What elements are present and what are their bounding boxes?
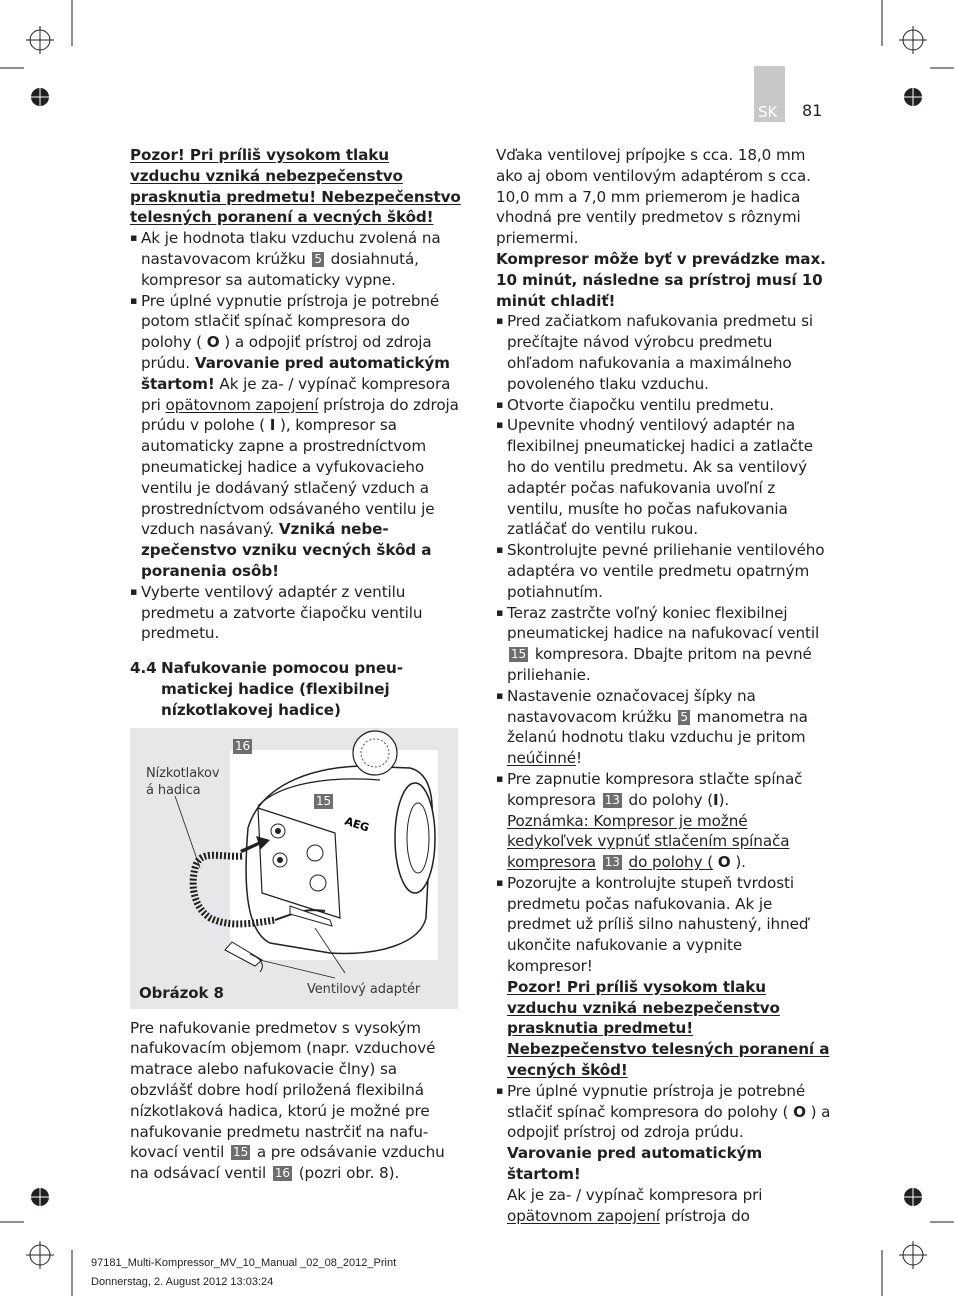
language-tab bbox=[754, 66, 785, 122]
registration-target-top-right bbox=[899, 26, 927, 54]
text: kompresora. Dbajte pritom na pevné priliehanie. bbox=[507, 645, 812, 684]
switch-symbol-off: O bbox=[793, 1102, 806, 1121]
text: Ak je hodnota tlaku vzduchu zvolená na nastavovacom krúžku bbox=[141, 229, 441, 268]
list-item bbox=[496, 603, 831, 686]
figure-caption: Obrázok 8 bbox=[139, 983, 224, 1002]
registration-dot-left-top bbox=[31, 88, 49, 106]
figure-8 bbox=[130, 728, 458, 1009]
page-number: 81 bbox=[802, 101, 823, 120]
ref-number: 15 bbox=[233, 1145, 249, 1160]
ref-number-15: 15 bbox=[316, 793, 332, 808]
text: Otvorte čiapočku ventilu predmetu. bbox=[507, 395, 774, 414]
label-adapter: Ventilový adaptér bbox=[307, 981, 421, 997]
text: Pre nafukovanie predmetov s vysokým nafukovacím objemom (napr. vzduchové matrace alebo nafukovacie člny) sa obzvlášť dobre hodí priložená flexibilná nízkotlaková hadica, ktorú je možné pre nafukovanie predmetu nastrčiť na nafu-kovací ventil bbox=[130, 1018, 436, 1162]
list-item bbox=[496, 1081, 831, 1227]
print-footer-line-1: 97181_Multi-Kompressor_MV_10_Manual _02_08_2012_Print bbox=[91, 1257, 397, 1269]
text: Pozorujte a kontrolujte stupeň tvrdosti predmetu počas nafukovania. Ak je predmet už príliš silno nahustený, ihneď ukončite nafukovanie a vypnite kompresor! bbox=[507, 873, 809, 976]
paragraph bbox=[130, 1018, 462, 1184]
bold-note: Kompresor môže byť v prevádzke max. 10 minút, následne sa prístroj musí 10 minút chladiť! bbox=[496, 249, 826, 310]
ref-number: 5 bbox=[680, 709, 688, 724]
text: ! bbox=[575, 749, 582, 768]
ref-number-16: 16 bbox=[235, 738, 251, 753]
text: ) a odpojiť prístroj od zdroja prúdu. bbox=[507, 1102, 831, 1142]
text: Pred začiatkom nafukovania predmetu si prečítajte návod výrobcu predmetu ohľadom nafukovania a maximálneho povoleného tlaku vzduchu. bbox=[507, 312, 814, 393]
list-item bbox=[496, 686, 831, 769]
brand-logo-text: AEG bbox=[343, 814, 371, 835]
registration-dot-right-bottom bbox=[904, 1188, 922, 1206]
left-column bbox=[130, 145, 462, 1184]
list-item bbox=[496, 395, 831, 416]
list-item bbox=[496, 540, 831, 602]
note-text: Poznámka: Kompresor je možné kedykoľvek vypnúť stlačením spínača kompresora bbox=[507, 811, 790, 872]
print-footer-line-2: Donnerstag, 2. August 2012 13:03:24 bbox=[91, 1276, 274, 1288]
text: a pre odsávanie vzduchu na odsávací ventil bbox=[130, 1143, 445, 1183]
underlined-text: neúčinné bbox=[507, 749, 576, 768]
list-item bbox=[130, 291, 462, 582]
text: prístroja do zdroja prúdu v polohe ( bbox=[141, 395, 459, 435]
right-bullet-list bbox=[496, 311, 831, 1226]
text: Ak je za- / vypínač kompresora pri bbox=[141, 374, 451, 414]
text: ). bbox=[718, 790, 730, 809]
text: ), kompresor sa automaticky zapne a prostredníctvom pneumatickej hadice a vyfukovacieho ventilu je dodávaný stlačený vzduch a prostredníctvom odsávaného ventilu je vzduch nasávaný. bbox=[141, 416, 435, 539]
text: prístroja do bbox=[664, 1206, 750, 1225]
ref-number: 13 bbox=[604, 855, 620, 870]
warning-text: Pozor! Pri príliš vysokom tlaku vzduchu vzniká nebezpečenstvo prasknutia predmetu! Nebezpečenstvo telesných poranení a vecných škôd! bbox=[507, 977, 830, 1080]
intro-paragraph: Vďaka ventilovej prípojke s cca. 18,0 mm ako aj obom ventilovým adaptérom s cca. 10,0 mm a 7,0 mm priemerom je hadica vhodná pre ventily predmetov s rôznymi priemermi. bbox=[496, 146, 811, 248]
switch-symbol-off: O bbox=[206, 333, 220, 352]
switch-symbol-off: O bbox=[717, 853, 731, 872]
text: Teraz zastrčte voľný koniec flexibilnej pneumatickej hadice na nafukovací ventil bbox=[507, 603, 820, 643]
text: Upevnite vhodný ventilový adaptér na flexibilnej pneumatickej hadici a zatlačte ho do ventilu predmetu. Ak sa ventilový adaptér počas nafukovania uvoľní z ventilu, musíte ho počas nafukovania zatláčať do ventilu rukou. bbox=[507, 416, 813, 539]
text: do polohy ( bbox=[628, 790, 714, 809]
text: ) a odpojiť prístroj od zdroja prúdu. bbox=[141, 333, 432, 372]
note-text: do polohy ( bbox=[628, 853, 714, 872]
ref-number: 5 bbox=[314, 251, 322, 266]
switch-symbol-on: I bbox=[269, 416, 276, 435]
text: Nastavenie označovacej šípky na nastavovacom krúžku bbox=[507, 686, 756, 726]
text: Ak je za- / vypínač kompresora pri bbox=[507, 1185, 763, 1204]
section-title: Nafukovanie pomocou pneu-matickej hadice (flexibilnej nízkotlakovej hadice) bbox=[161, 659, 403, 719]
list-item bbox=[496, 415, 831, 540]
list-item bbox=[496, 311, 831, 394]
warning-text: Varovanie pred automatickým štartom! bbox=[141, 353, 450, 393]
ref-number: 15 bbox=[511, 647, 527, 662]
section-number: 4.4 bbox=[130, 659, 157, 678]
text: ). bbox=[735, 853, 746, 872]
registration-dot-left-bottom bbox=[31, 1188, 49, 1206]
registration-target-bottom-right bbox=[899, 1241, 927, 1269]
list-item bbox=[130, 582, 462, 644]
text: Pre úplné vypnutie prístroja je potrebné stlačiť spínač kompresora do polohy ( bbox=[507, 1081, 806, 1121]
ref-number: 13 bbox=[604, 792, 620, 807]
text: Pre úplné vypnutie prístroja je potrebné potom stlačiť spínač kompresora do polohy ( bbox=[141, 291, 440, 352]
text: Skontrolujte pevné priliehanie ventilového adaptéra vo ventile predmetu opatrným potiahnutím. bbox=[507, 541, 825, 601]
text: Pre zapnutie kompresora stlačte spínač kompresora bbox=[507, 769, 803, 809]
danger-text: Vzniká nebe-zpečenstvo vzniku vecných škôd a poranenia osôb! bbox=[141, 520, 432, 580]
registration-target-top-left bbox=[26, 26, 54, 54]
text: manometra na želanú hodnotu tlaku vzduchu je pritom bbox=[507, 707, 808, 747]
left-bullet-list bbox=[130, 228, 462, 644]
switch-symbol-on: I bbox=[713, 790, 719, 809]
ref-number: 16 bbox=[274, 1166, 290, 1181]
registration-dot-right-top bbox=[904, 88, 922, 106]
language-tab-label: SK bbox=[758, 103, 778, 121]
warning-heading: Pozor! Pri príliš vysokom tlaku vzduchu vzniká nebezpečenstvo prasknutia predmetu! Nebezpečenstvo telesných poranení a vecných škôd! bbox=[130, 146, 461, 227]
underlined-text: opätovnom zapojení bbox=[165, 395, 319, 414]
text: Vyberte ventilový adaptér z ventilu predmetu a zatvorte čiapočku ventilu predmetu. bbox=[141, 582, 423, 643]
text: (pozri obr. 8). bbox=[298, 1164, 400, 1183]
registration-target-bottom-left bbox=[26, 1241, 54, 1269]
text: dosiahnutá, kompresor sa automaticky vypne. bbox=[141, 249, 419, 289]
label-hose: Nízkotlakov á hadica bbox=[146, 765, 220, 798]
list-item bbox=[130, 228, 462, 290]
section-heading bbox=[130, 658, 462, 720]
list-item bbox=[496, 873, 831, 1081]
list-item bbox=[496, 769, 831, 873]
underlined-text: opätovnom zapojení bbox=[507, 1206, 660, 1225]
warning-text: Varovanie pred automatickým štartom! bbox=[507, 1144, 763, 1184]
right-column bbox=[496, 145, 831, 1226]
